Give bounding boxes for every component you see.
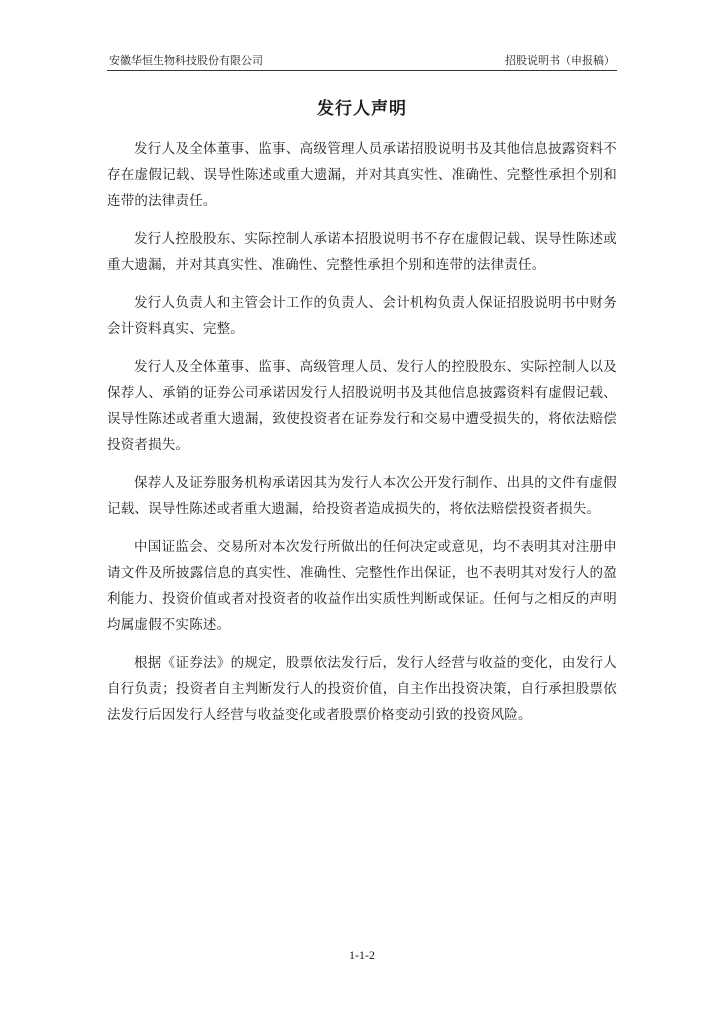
paragraph-6: 中国证监会、交易所对本次发行所做出的任何决定或意见，均不表明其对注册申请文件及所披露信息的真实性、准确性、完整性作出保证，也不表明其对发行人的盈利能力、投资价值或者对投资者的收益作出实质性判断或保证。任何与之相反的声明均属虚假不实陈述。	[107, 539, 617, 633]
paragraph-7: 根据《证券法》的规定，股票依法发行后，发行人经营与收益的变化，由发行人自行负责；投资者自主判断发行人的投资价值，自主作出投资决策，自行承担股票依法发行后因发行人经营与收益变化或者股票价格变动引致的投资风险。	[107, 655, 617, 723]
paragraph-4: 发行人及全体董事、监事、高级管理人员、发行人的控股股东、实际控制人以及保荐人、承销的证券公司承诺因发行人招股说明书及其他信息披露资料有虚假记载、误导性陈述或者重大遗漏，致使投资者在证券发行和交易中遭受损失的，将依法赔偿投资者损失。	[107, 359, 617, 453]
declaration-body	[107, 136, 617, 740]
paragraph-1: 发行人及全体董事、监事、高级管理人员承诺招股说明书及其他信息披露资料不存在虚假记载、误导性陈述或重大遗漏，并对其真实性、准确性、完整性承担个别和连带的法律责任。	[107, 141, 617, 209]
paragraph-5: 保荐人及证券服务机构承诺因其为发行人本次公开发行制作、出具的文件有虚假记载、误导性陈述或者重大遗漏，给投资者造成损失的，将依法赔偿投资者损失。	[107, 475, 617, 517]
paragraph-2: 发行人控股股东、实际控制人承诺本招股说明书不存在虚假记载、误导性陈述或重大遗漏，并对其真实性、准确性、完整性承担个别和连带的法律责任。	[107, 231, 617, 273]
page-title: 发行人声明	[317, 99, 407, 119]
paragraph-3: 发行人负责人和主管会计工作的负责人、会计机构负责人保证招股说明书中财务会计资料真实、完整。	[107, 295, 617, 337]
header-document-type: 招股说明书（申报稿）	[505, 54, 615, 67]
header-company-name: 安徽华恒生物科技股份有限公司	[109, 54, 263, 67]
page-header	[107, 48, 617, 71]
page-number: 1-1-2	[349, 948, 375, 962]
